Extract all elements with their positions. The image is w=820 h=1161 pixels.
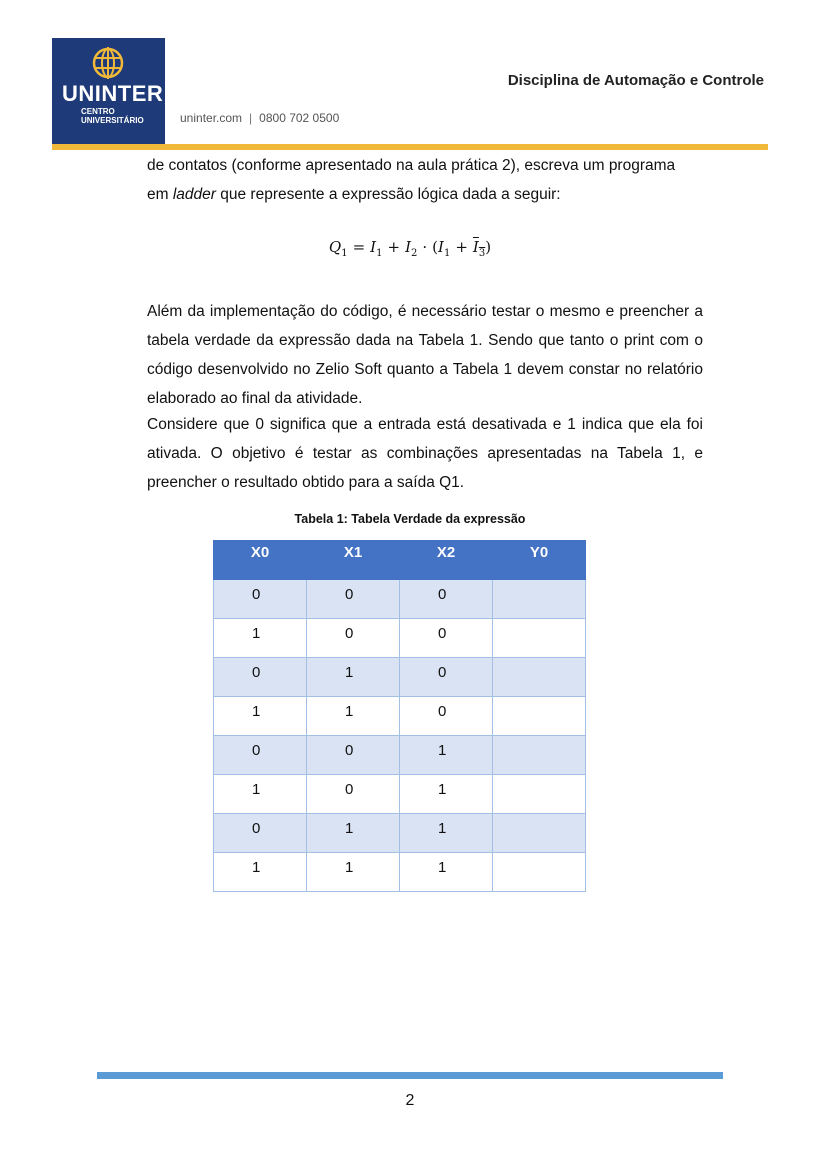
logic-expression [0,238,820,259]
table-cell: 0 [214,658,307,697]
table-cell: 1 [214,619,307,658]
logo-sub-line2: UNIVERSITÁRIO [81,116,144,125]
table-row [214,853,586,892]
formula-i2: I [405,238,411,256]
formula-i1: I [370,238,377,256]
y0-cell[interactable] [493,814,586,853]
formula-rparen: ) [485,238,492,256]
formula-negated-i3 [472,238,486,259]
table-cell: 1 [214,697,307,736]
formula-lparen: ( [432,238,439,256]
table-cell: 1 [400,814,493,853]
course-title: Disciplina de Automação e Controle [507,72,764,89]
table-cell: 0 [400,619,493,658]
formula-i1b: I [438,238,444,256]
formula-eq: = [352,238,366,256]
footer-divider [97,1072,723,1079]
formula-i3-sub: 3 [478,248,486,259]
table-cell: 0 [400,658,493,697]
contact-site: uninter.com [180,111,243,125]
table-cell: 0 [307,619,400,658]
logo-subtitle [81,107,144,125]
y0-cell[interactable] [493,697,586,736]
table-cell: 1 [307,853,400,892]
table-cell: 1 [307,814,400,853]
table-caption: Tabela 1: Tabela Verdade da expressão [294,512,526,526]
logo-name: UNINTER [62,81,164,106]
intro-line-2-pre: em [147,186,173,203]
formula-plus-1: + [387,238,401,256]
table-cell: 1 [400,775,493,814]
contact-separator: | [249,111,253,125]
y0-cell[interactable] [493,853,586,892]
formula-q-sub: 1 [341,248,348,259]
page-number: 2 [405,1092,415,1109]
table-cell: 0 [307,580,400,619]
table-cell: 1 [307,658,400,697]
table-row [214,619,586,658]
table-cell: 0 [214,814,307,853]
intro-line-2-post: que represente a expressão lógica dada a seguir: [215,186,561,203]
contact-info [180,111,339,125]
table-row [214,580,586,619]
table-cell: 1 [214,853,307,892]
y0-cell[interactable] [493,736,586,775]
table-row [214,697,586,736]
paragraph-implementation: Além da implementação do código, é necessário testar o mesmo e preencher a tabela verdade da expressão dada na Tabela 1. Sendo que tanto o print com o código desenvolvido no Zelio Soft quanto a Tabela 1 devem constar no relatório elaborado ao final da atividade. [147,303,703,407]
table-cell: 0 [400,697,493,736]
y0-cell[interactable] [493,775,586,814]
y0-cell[interactable] [493,658,586,697]
table-cell: 1 [400,853,493,892]
formula-i1b-sub: 1 [443,248,451,259]
formula-i1-sub: 1 [376,248,383,259]
table-row [214,814,586,853]
formula-i2-sub: 2 [411,248,418,259]
intro-line-2 [147,180,703,209]
table-cell: 1 [214,775,307,814]
formula-dot: · [422,238,428,256]
table-cell: 0 [307,736,400,775]
table-cell: 0 [214,736,307,775]
header-x1: X1 [307,541,400,580]
logo-sub-line1: CENTRO [81,107,115,116]
intro-line-2-emphasis: ladder [172,186,216,203]
y0-cell[interactable] [493,619,586,658]
table-cell: 0 [307,775,400,814]
table-row [214,736,586,775]
y0-cell[interactable] [493,580,586,619]
header-x0: X0 [214,541,307,580]
uninter-logo [52,38,165,144]
table-cell: 1 [307,697,400,736]
header-y0: Y0 [493,541,586,580]
table-cell: 0 [214,580,307,619]
paragraph-instructions: Considere que 0 significa que a entrada está desativada e 1 indica que ela foi ativada. O objetivo é testar as combinações apresentadas na Tabela 1, e preencher o resultado obtido para a saída Q1. [147,416,703,491]
formula-q: Q [328,238,342,256]
formula-i3: I [472,238,479,256]
table-row [214,658,586,697]
truth-table [213,540,586,892]
table-cell: 0 [400,580,493,619]
globe-icon [85,46,131,82]
table-cell: 1 [400,736,493,775]
table-row [214,775,586,814]
formula-plus-2: + [455,238,468,256]
intro-paragraph [147,151,703,209]
header-x2: X2 [400,541,493,580]
table-header-row [214,541,586,580]
intro-line-1: de contatos (conforme apresentado na aula prática 2), escreva um programa [147,157,676,174]
contact-phone: 0800 702 0500 [259,111,340,125]
header-divider [52,144,768,150]
